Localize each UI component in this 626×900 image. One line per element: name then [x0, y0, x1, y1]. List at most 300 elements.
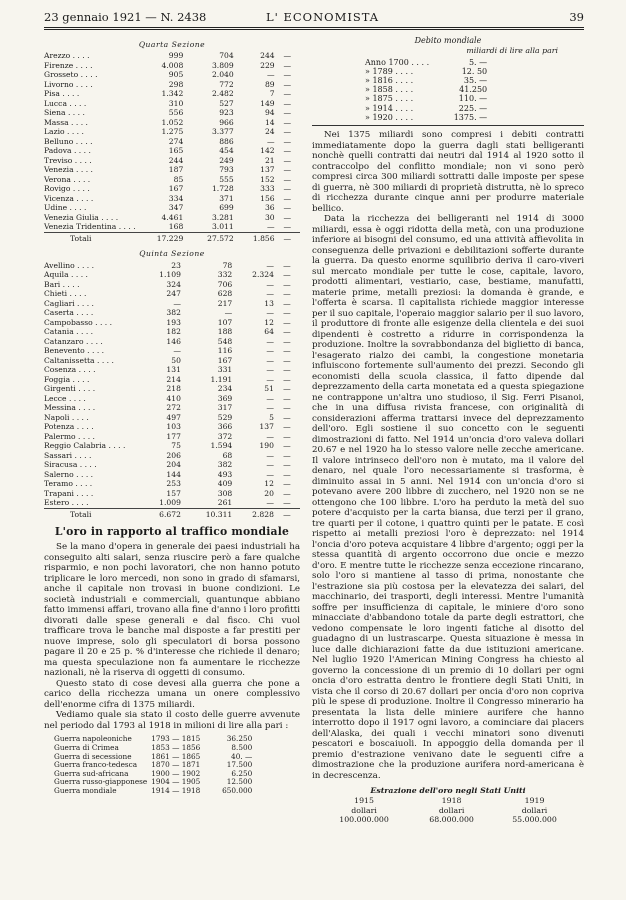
table-cell: 556: [168, 108, 184, 118]
table-cell: 20: [264, 488, 274, 498]
table-cell: —: [283, 174, 292, 184]
table4: [44, 51, 300, 243]
table-cell: —: [266, 498, 274, 508]
table-cell: 247: [166, 289, 181, 299]
table-cell: 555: [219, 174, 234, 184]
table-cell: 14: [264, 117, 275, 127]
table-cell: —: [266, 431, 274, 441]
right-column: [312, 34, 584, 824]
table-cell: 372: [217, 431, 233, 441]
table5-title: Quinta Sezione: [139, 249, 205, 259]
table-cell: —: [283, 155, 292, 165]
table-cell: 1375. —: [453, 112, 488, 122]
table-row: [44, 384, 300, 394]
table-row: [44, 299, 300, 309]
table-cell: 1.191: [210, 374, 233, 384]
table-cell: 548: [217, 336, 233, 346]
province-name: Chieti . . . .: [44, 289, 87, 299]
table-cell: 1861 — 1865: [151, 751, 201, 761]
table-row: [44, 394, 300, 404]
table-cell: 190: [259, 441, 274, 451]
table-cell: 1793 — 1815: [151, 734, 201, 744]
table-cell: —: [283, 412, 291, 422]
article-right-text: [312, 130, 584, 781]
table-cell: —: [283, 289, 291, 299]
table-cell: 225. —: [458, 103, 488, 113]
table-cell: —: [275, 232, 300, 243]
table-cell: 165: [168, 146, 184, 156]
table-cell: 204: [166, 460, 181, 470]
table-cell: —: [283, 203, 292, 213]
table-cell: 8.500: [231, 742, 253, 752]
table-cell: » 1858 . . . .: [365, 85, 414, 95]
table-cell: —: [283, 488, 291, 498]
table-cell: 206: [166, 450, 181, 460]
table-cell: 193: [166, 317, 181, 327]
province-name: Avellino . . . .: [44, 260, 95, 270]
table5: [44, 261, 300, 520]
table-cell: 142: [260, 146, 275, 156]
table-row: [44, 403, 300, 413]
province-name: Venezia Tridentina . . . .: [44, 222, 136, 232]
table-cell: 12.500: [226, 777, 253, 787]
table-row: [44, 146, 300, 156]
table-row: [44, 89, 300, 99]
debt-table: [362, 58, 490, 122]
province-name: Udine . . . .: [44, 203, 87, 213]
table-row: [44, 118, 300, 128]
table-row: [44, 451, 300, 461]
table-cell: 36: [264, 203, 275, 213]
table-cell: —: [283, 317, 291, 327]
province-name: Teramo . . . .: [44, 479, 93, 489]
table-cell: 7: [269, 89, 275, 99]
province-name: Lecce . . . .: [44, 393, 86, 403]
table-cell: 966: [219, 117, 234, 127]
table-cell: Guerra russo-giapponese: [54, 777, 148, 787]
table-cell: 6.250: [231, 768, 253, 778]
table-cell: 2.828: [232, 508, 274, 519]
table-total-row: [44, 232, 300, 243]
table-cell: 21: [264, 155, 275, 165]
table-cell: —: [283, 184, 292, 194]
table-cell: 23: [171, 260, 181, 270]
table-cell: 410: [166, 393, 181, 403]
table-cell: —: [283, 374, 291, 384]
table-cell: —: [283, 450, 291, 460]
table-cell: 1919: [524, 796, 545, 806]
page-number: 39: [569, 10, 584, 24]
table-row: [44, 489, 300, 499]
table-cell: 3.377: [211, 127, 234, 137]
table-cell: 177: [166, 431, 181, 441]
table-cell: 1.275: [161, 127, 184, 137]
table-cell: Guerra napoleoniche: [54, 734, 132, 744]
table-cell: » 1816 . . . .: [365, 76, 414, 85]
table-cell: 187: [168, 165, 184, 175]
table-row: [318, 796, 576, 805]
province-name: Siracusa . . . .: [44, 460, 97, 470]
table-row: [362, 104, 490, 113]
table-cell: Anno 1700 . . . .: [365, 57, 430, 67]
table-row: [44, 289, 300, 299]
province-name: Potenza . . . .: [44, 422, 94, 432]
table4-title: Quarta Sezione: [138, 40, 206, 49]
table-cell: —: [283, 89, 292, 99]
table-cell: 75: [171, 441, 181, 451]
table-cell: —: [283, 422, 291, 432]
province-name: Bari . . . .: [44, 279, 80, 289]
province-name: Treviso . . . .: [44, 155, 92, 165]
table-cell: —: [266, 355, 274, 365]
province-name: Pisa . . . .: [44, 89, 80, 99]
article-paragraph: Questo stato di cose devesi alla guerra che pone a carico della ricchezza umana un onere complessivo dell'enorme cifra di 1375 miliardi.: [44, 678, 300, 710]
table-cell: —: [283, 279, 291, 289]
province-name: Venezia Giulia . . . .: [44, 212, 119, 222]
table-row: [44, 213, 300, 223]
table-cell: 529: [217, 412, 233, 422]
table-cell: —: [173, 298, 181, 308]
table-row: [318, 815, 576, 824]
table-cell: 217: [217, 298, 233, 308]
table-row: [44, 318, 300, 328]
table-cell: 116: [217, 346, 233, 356]
table-cell: 167: [217, 355, 233, 365]
table-cell: —: [283, 431, 291, 441]
province-name: Lazio . . . .: [44, 127, 84, 137]
province-name: Firenze . . . .: [44, 60, 93, 70]
table-row: [44, 108, 300, 118]
table-cell: 334: [168, 193, 184, 203]
table-cell: 261: [217, 498, 233, 508]
table-row: [44, 61, 300, 71]
table-cell: —: [283, 403, 291, 413]
table-cell: —: [266, 460, 274, 470]
table-row: [44, 261, 300, 271]
table-cell: —: [283, 479, 291, 489]
table-cell: 1.009: [159, 498, 181, 508]
table-cell: —: [283, 79, 292, 89]
table-cell: 382: [217, 460, 233, 470]
article-paragraph: Se la mano d'opera in generale dei paesi industriali ha conseguito alti salari, senza riuscire però a fare qualche risparmio, e non pochi lavoratori, che non hanno potuto triplicare le loro mercedi, non sono in grado di sfamarsi, anche il capitale non trovasi in buone condizioni. Le società industriali e commerciali, quantunque abbiano fatto immensi affari, trovano alla fine d'anno i loro profitti divorati dalle spese generali e dal fisco. Chi vuol trafficare trova le banche mal disposte a far prestiti per nuove imprese, solo gli speculatori di borsa possono pagare il 20 e 25 p. % d'interesse che richiede il denaro; ma questa speculazione non fa aumentare le ricchezze nazionali, nè la riserva di oggetti di consumo.: [44, 542, 300, 679]
province-name: Grosseto . . . .: [44, 70, 98, 80]
header-rule: [44, 27, 584, 28]
table-cell: 317: [217, 403, 233, 413]
province-name: Caserta . . . .: [44, 308, 94, 318]
table-row: [318, 806, 576, 815]
table-cell: 409: [217, 479, 233, 489]
table-cell: 272: [166, 403, 181, 413]
table-row: [44, 413, 300, 423]
table-cell: 244: [260, 51, 275, 61]
table-cell: 17.229: [147, 232, 184, 243]
table-total-row: [44, 508, 300, 519]
province-name: Girgenti . . . .: [44, 384, 96, 394]
table-cell: —: [283, 212, 292, 222]
province-name: Reggio Calabria . . . .: [44, 441, 126, 451]
table-cell: —: [283, 146, 292, 156]
table-row: [362, 94, 490, 103]
war-cost-table: [52, 735, 254, 795]
article-left-text: [44, 542, 300, 731]
province-name: Estero . . . .: [44, 498, 89, 508]
province-name: Rovigo . . . .: [44, 184, 90, 194]
table-cell: 64: [264, 327, 274, 337]
table-row: [44, 156, 300, 166]
table-cell: 13: [264, 298, 274, 308]
table-row: [44, 184, 300, 194]
table-cell: 527: [219, 98, 234, 108]
table-cell: 1853 — 1856: [151, 742, 201, 752]
table-cell: —: [173, 346, 181, 356]
table-cell: 85: [173, 174, 184, 184]
province-name: Belluno . . . .: [44, 136, 93, 146]
table-cell: —: [283, 136, 292, 146]
table-row: [44, 99, 300, 109]
table-cell: 167: [168, 184, 184, 194]
table-cell: 923: [219, 108, 234, 118]
table-cell: 5: [269, 412, 274, 422]
table-cell: 12: [264, 479, 274, 489]
table-cell: —: [283, 384, 291, 394]
table-cell: 999: [168, 51, 184, 61]
table-row: [44, 422, 300, 432]
article-paragraph: Vediamo quale sia stato il costo delle guerre avvenute nel periodo dal 1793 al 1918 in milioni di lire alla pari :: [44, 710, 300, 731]
table-cell: 30: [264, 212, 275, 222]
table-cell: —: [283, 260, 291, 270]
table-cell: 10.311: [181, 508, 232, 519]
province-name: Padova . . . .: [44, 146, 91, 156]
table-cell: —: [283, 127, 292, 137]
table-cell: 369: [217, 393, 233, 403]
table-cell: —: [283, 165, 292, 175]
table-row: [362, 58, 490, 67]
production-table: [318, 796, 576, 824]
table-cell: 2.324: [252, 270, 274, 280]
province-name: Catania . . . .: [44, 327, 94, 337]
table-cell: 704: [219, 51, 234, 61]
table-cell: —: [266, 308, 274, 318]
table-cell: —: [266, 260, 274, 270]
table-cell: —: [283, 98, 292, 108]
province-name: Salerno . . . .: [44, 469, 94, 479]
table-cell: —: [283, 365, 291, 375]
province-name: Campobasso . . . .: [44, 317, 113, 327]
table-cell: 886: [219, 136, 234, 146]
table-cell: 41.250: [459, 85, 488, 95]
province-name: Lucca . . . .: [44, 98, 87, 108]
province-name: Messina . . . .: [44, 403, 96, 413]
table-row: [44, 346, 300, 356]
province-name: Cosenza . . . .: [44, 365, 96, 375]
issue-date: 23 gennaio 1921 — N. 2438: [44, 10, 207, 24]
table-cell: —: [283, 469, 291, 479]
table-cell: 110. —: [458, 94, 488, 104]
table-cell: dollari: [351, 805, 377, 815]
province-name: Cagliari . . . .: [44, 298, 94, 308]
province-name: Totali: [44, 508, 145, 519]
table-cell: —: [283, 193, 292, 203]
table-cell: 146: [166, 336, 181, 346]
table-cell: 1904 — 1905: [151, 777, 201, 787]
table-row: [44, 337, 300, 347]
table-cell: 17.500: [226, 760, 253, 770]
table-cell: 628: [217, 289, 233, 299]
table-cell: —: [283, 355, 291, 365]
table-cell: » 1914 . . . .: [365, 103, 414, 113]
table-cell: —: [283, 393, 291, 403]
table-cell: Guerra sud-africana: [54, 768, 129, 778]
table-cell: —: [283, 327, 291, 337]
table-cell: 152: [260, 174, 275, 184]
table-cell: 3.281: [211, 212, 234, 222]
table-cell: 234: [217, 384, 233, 394]
table-cell: 3.011: [211, 222, 234, 232]
table-row: [44, 498, 300, 508]
table-cell: 12. 50: [461, 66, 488, 76]
table-cell: 68: [222, 450, 233, 460]
table-cell: 40. —: [231, 751, 253, 761]
table-cell: 332: [217, 270, 233, 280]
table-cell: 68.000.000: [429, 814, 474, 824]
table-cell: —: [267, 70, 275, 80]
table-cell: 50: [171, 355, 181, 365]
table-cell: 1.728: [211, 184, 234, 194]
table-cell: » 1920 . . . .: [365, 112, 414, 122]
production-title: Estrazione dell'oro negli Stati Uniti: [370, 786, 526, 796]
table-cell: —: [266, 393, 274, 403]
table-cell: 308: [217, 488, 233, 498]
table-cell: 137: [259, 422, 274, 432]
table-cell: 94: [264, 108, 275, 118]
table-cell: —: [283, 308, 291, 318]
divider: [312, 125, 584, 126]
province-name: Vicenza . . . .: [44, 193, 94, 203]
table-cell: 650.000: [222, 785, 253, 795]
table-cell: 149: [260, 98, 275, 108]
table-cell: 324: [166, 279, 181, 289]
table-cell: 103: [166, 422, 181, 432]
table-cell: 4.461: [161, 212, 184, 222]
table-row: [362, 67, 490, 76]
table-cell: dollari: [438, 805, 465, 815]
article-title: L'oro in rapporto al traffico mondiale: [54, 525, 290, 539]
table-cell: 1914 — 1918: [151, 785, 201, 795]
table-cell: 1.052: [161, 117, 184, 127]
table-cell: —: [266, 374, 274, 384]
table-row: [52, 787, 254, 796]
table-cell: 214: [166, 374, 181, 384]
table-cell: 249: [219, 155, 234, 165]
table-cell: 699: [219, 203, 234, 213]
left-column: [44, 34, 300, 796]
table-cell: 244: [168, 155, 184, 165]
table-row: [44, 165, 300, 175]
debt-title: Debito mondiale: [414, 36, 482, 45]
header-rule-2: [44, 29, 584, 30]
table-cell: —: [283, 270, 291, 280]
province-name: Palermo . . . .: [44, 431, 95, 441]
table-cell: 144: [166, 469, 181, 479]
table-cell: —: [274, 508, 300, 519]
table-cell: 1.594: [210, 441, 233, 451]
table-cell: 331: [217, 365, 233, 375]
table-row: [44, 270, 300, 280]
province-name: Totali: [44, 232, 147, 243]
article-paragraph: Data la ricchezza dei belligeranti nel 1914 di 3000 miliardi, essa è oggi ridotta della metà, con una produzione inferiore ai bisogni del consumo, ed una attività affievolita in conseguenza delle privazioni e debilitazioni sofferte durante la guerra. Da questo enorme squilibrio deriva il caro-viveri sul mercato mondiale per tutte le cose, capitale, lavoro, prodotti alimentari, vestiario, case, bestiame, manufatti, materie prime, metalli preziosi: la domanda è grande, e l'offerta è scarsa. Il capitalista richiede maggior interesse per il suo capitale, l'operaio maggior salario per il suo lavoro, il produttore di fronte alle esigenze della clientela e dei suoi dipendenti è costretto a ridurre in corrispondenza la produzione. Inoltre la sovrabbondanza del biglietto di banca, l'esagerato rialzo dei cambi, la congestione monetaria influiscono fortemente sull'aumento dei prezzi. Secondo gli economisti della scuola classica, il fatto dipende dal deprezzamento della carta monetata ed a questa spiegazione ne contrappone un'altra uno studioso, il Sig. Ferri Pisanoi, che in una diffusa rivista francese, con originalità di considerazioni afferma trattarsi invece del deprezzamento dell'oro. Egli sostiene il suo concetto con le seguenti dimostrazioni di fatto. Nel 1914 un'oncia d'oro valeva dollari 20.67 e nel 1920 ha lo stesso valore nelle zecche americane. Il valore intrinseco dell'oro non è mutato, ma il valore del denaro, nel quale l'oro necessariamente si trasforma, è diminuito assai in 5 anni. Nel 1914 con un'oncia d'oro si potevano avere 200 libbre di zucchero, nel 1920 non se ne ottengono che 100 libbre. L'oro ha perduto la metà del suo potere d'acquisto per la carta biansa, due terzi per il grano, tre quarti per il cotone, i quattro quinti per le patate. E così rispetto ai metalli preziosi l'oro è deprezzato: nel 1914 l'oncia d'oro poteva acquistare 4 libbre d'argento; oggi per la stessa quantità di argento occorrono due oncie e mezzo d'oro. E mentre tutte le ricchezze senza eccezione rincarano, solo l'oro si mantiene al tasso di prima, nonostante che l'estrazione sia più costosa per la elevatezza dei salari, del macchinario, dei trasporti, degli interessi. Mentre l'umanità soffre per insufficienza di capitale, le miniere d'oro sono minacciate d'abbandono totale da parte degli estrattori, che vedono compensate le loro ingenti fatiche al disotto del guadagno di un lustrascarpe. Questa situazione è messa in luce dalle dichiarazioni fatte da due istituzioni americane. Nel luglio 1920 l'American Mining Congress ha chiesto al governo la concessione di un premio di 10 dollari per ogni oncia d'oro estratta dentro le frontiere degli Stati Uniti, in vista che il corso di 20.67 dollari per oncia d'oro non copriva più le spese di produzione. Inoltre il Congresso minerario ha presentata la lista delle miniere aurifere che hanno interrotto dopo il 1917 ogni lavoro, a cominciare dai placers dell'Alaska, dei quali i vecchi minatori sono divenuti pescatori e boscaiuoli. In appoggio della domanda per il premio d'estrazione venivano date le seguenti cifre a dimostrazione che la produzione aurifera nord-americana è in decrescenza.: [312, 214, 584, 781]
table-cell: 229: [260, 60, 275, 70]
table-cell: 382: [166, 308, 181, 318]
table-row: [44, 127, 300, 137]
province-name: Siena . . . .: [44, 108, 85, 118]
table-cell: » 1875 . . . .: [365, 94, 414, 104]
province-name: Aquila . . . .: [44, 270, 88, 280]
province-name: Trapani . . . .: [44, 488, 94, 498]
table-cell: 100.000.000: [339, 814, 389, 824]
table-cell: —: [266, 450, 274, 460]
table-cell: —: [283, 336, 291, 346]
table-cell: 1.342: [161, 89, 184, 99]
table-cell: —: [266, 346, 274, 356]
table-cell: —: [266, 336, 274, 346]
table-cell: 36.250: [226, 734, 253, 744]
table-cell: —: [283, 460, 291, 470]
table-row: [44, 194, 300, 204]
table-cell: 156: [260, 193, 275, 203]
province-name: Massa . . . .: [44, 117, 88, 127]
table-cell: —: [283, 70, 292, 80]
table-cell: 1870 — 1871: [151, 760, 201, 770]
table-cell: 1.109: [159, 270, 181, 280]
province-name: Arezzo . . . .: [44, 51, 90, 61]
debt-subtitle: miliardi di lire alla pari: [466, 46, 558, 56]
table-cell: —: [266, 403, 274, 413]
table-cell: 1900 — 1902: [151, 768, 201, 778]
table-cell: 1.856: [234, 232, 275, 243]
table-row: [44, 432, 300, 442]
table-cell: 497: [166, 412, 181, 422]
table-cell: 107: [217, 317, 233, 327]
table-cell: 772: [219, 79, 234, 89]
table-cell: 3.809: [211, 60, 234, 70]
province-name: Livorno . . . .: [44, 79, 93, 89]
table-cell: —: [283, 108, 292, 118]
table-cell: 2.482: [211, 89, 234, 99]
province-name: Catanzaro . . . .: [44, 336, 103, 346]
table-cell: 1915: [354, 796, 374, 806]
table-cell: —: [266, 365, 274, 375]
province-name: Napoli . . . .: [44, 412, 89, 422]
table-row: [362, 76, 490, 85]
table-cell: Guerra di secessione: [54, 751, 132, 761]
table-cell: 157: [166, 488, 181, 498]
table-row: [362, 85, 490, 94]
table-cell: 168: [168, 222, 184, 232]
table-cell: —: [266, 469, 274, 479]
table-row: [44, 470, 300, 480]
table-cell: —: [283, 298, 291, 308]
table-cell: —: [283, 117, 292, 127]
table-cell: 493: [217, 469, 233, 479]
table-cell: —: [283, 346, 291, 356]
table-row: [44, 327, 300, 337]
table-cell: 5. —: [468, 57, 488, 67]
table-cell: 51: [264, 384, 274, 394]
table-cell: 706: [217, 279, 233, 289]
table-row: [44, 280, 300, 290]
table-row: [44, 203, 300, 213]
table-cell: 2.040: [211, 70, 234, 80]
